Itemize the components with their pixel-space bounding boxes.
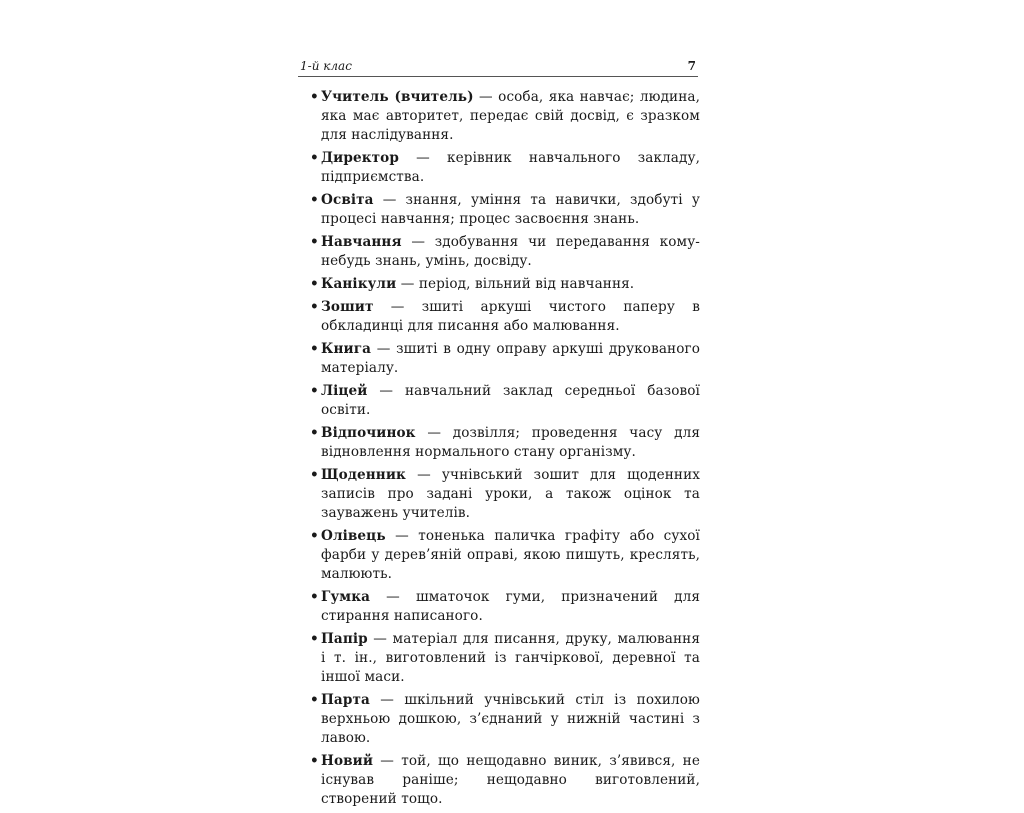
entry-definition: — дозвілля; проведення часу для відновлення нормального стану організму.	[321, 425, 700, 460]
entry-term: Олівець	[321, 528, 386, 544]
entry-definition: — учнівський зошит для щоденних записів про задані уроки, а також оцінок та зауважень учителів.	[321, 467, 700, 521]
entry-definition: — знання, уміння та навички, здобуті у процесі навчання; процес засвоєння знань.	[321, 192, 700, 227]
entry-term: Книга	[321, 341, 372, 357]
bullet-icon: •	[310, 528, 319, 544]
entry-term: Новий	[321, 753, 374, 769]
glossary-entry	[310, 691, 700, 748]
glossary-entry	[310, 191, 700, 229]
entry-definition: — навчальний заклад середньої базової освіти.	[321, 383, 700, 418]
section-title: 1-й клас	[300, 59, 352, 73]
bullet-icon: •	[310, 753, 319, 769]
bullet-icon: •	[310, 341, 319, 357]
bullet-icon: •	[310, 589, 319, 605]
glossary-entry	[310, 466, 700, 523]
entry-term: Учитель (вчитель)	[321, 89, 474, 105]
entry-term: Ліцей	[321, 383, 368, 399]
glossary-entry	[310, 340, 700, 378]
entry-definition: — шкільний учнівський стіл із похилою верхньою дошкою, з’єднаний у нижній частині з лавою.	[321, 692, 700, 746]
page-number: 7	[687, 59, 696, 73]
glossary-entry	[310, 588, 700, 626]
entry-term: Відпочинок	[321, 425, 416, 441]
entry-term: Гумка	[321, 589, 371, 605]
bullet-icon: •	[310, 425, 319, 441]
glossary-entry	[310, 752, 700, 809]
entry-definition: — той, що нещодавно виник, з’явився, не існував раніше; нещодавно виготовлений, створений тощо.	[321, 753, 700, 807]
entry-definition: — тоненька паличка графіту або сухої фарби у дерев’яній оправі, якою пишуть, креслять, малюють.	[321, 528, 700, 582]
glossary-entry	[310, 527, 700, 584]
running-header	[298, 58, 698, 77]
entry-definition: — керівник навчального закладу, підприємства.	[321, 150, 700, 185]
glossary-list	[310, 88, 700, 813]
entry-definition: — матеріал для писання, друку, малювання і т. ін., виготовлений із ганчіркової, деревної та іншої маси.	[321, 631, 700, 685]
entry-term: Зошит	[321, 299, 374, 315]
entry-term: Навчання	[321, 234, 402, 250]
bullet-icon: •	[310, 276, 319, 292]
bullet-icon: •	[310, 150, 319, 166]
bullet-icon: •	[310, 631, 319, 647]
entry-definition: — зшиті аркуші чистого паперу в обкладинці для писання або малювання.	[321, 299, 700, 334]
bullet-icon: •	[310, 89, 319, 105]
glossary-entry	[310, 298, 700, 336]
entry-definition: — зшиті в одну оправу аркуші друкованого матеріалу.	[321, 341, 700, 376]
bullet-icon: •	[310, 692, 319, 708]
bullet-icon: •	[310, 383, 319, 399]
entry-term: Освіта	[321, 192, 374, 208]
entry-term: Директор	[321, 150, 399, 166]
entry-term: Парта	[321, 692, 370, 708]
bullet-icon: •	[310, 299, 319, 315]
entry-definition: — шматочок гуми, призначений для стирання написаного.	[321, 589, 700, 624]
glossary-entry	[310, 382, 700, 420]
bullet-icon: •	[310, 467, 319, 483]
bullet-icon: •	[310, 192, 319, 208]
entry-definition: — період, вільний від навчання.	[396, 276, 635, 292]
entry-term: Щоденник	[321, 467, 406, 483]
entry-definition: — здобування чи передавання кому-небудь знань, умінь, досвіду.	[321, 234, 700, 269]
entry-term: Папір	[321, 631, 368, 647]
glossary-entry	[310, 149, 700, 187]
glossary-entry	[310, 233, 700, 271]
glossary-entry	[310, 88, 700, 145]
glossary-entry	[310, 275, 700, 294]
glossary-entry	[310, 630, 700, 687]
glossary-entry	[310, 424, 700, 462]
entry-definition: — особа, яка навчає; людина, яка має авторитет, передає свій досвід, є зразком для наслідування.	[321, 89, 700, 143]
entry-term: Канікули	[321, 276, 397, 292]
bullet-icon: •	[310, 234, 319, 250]
